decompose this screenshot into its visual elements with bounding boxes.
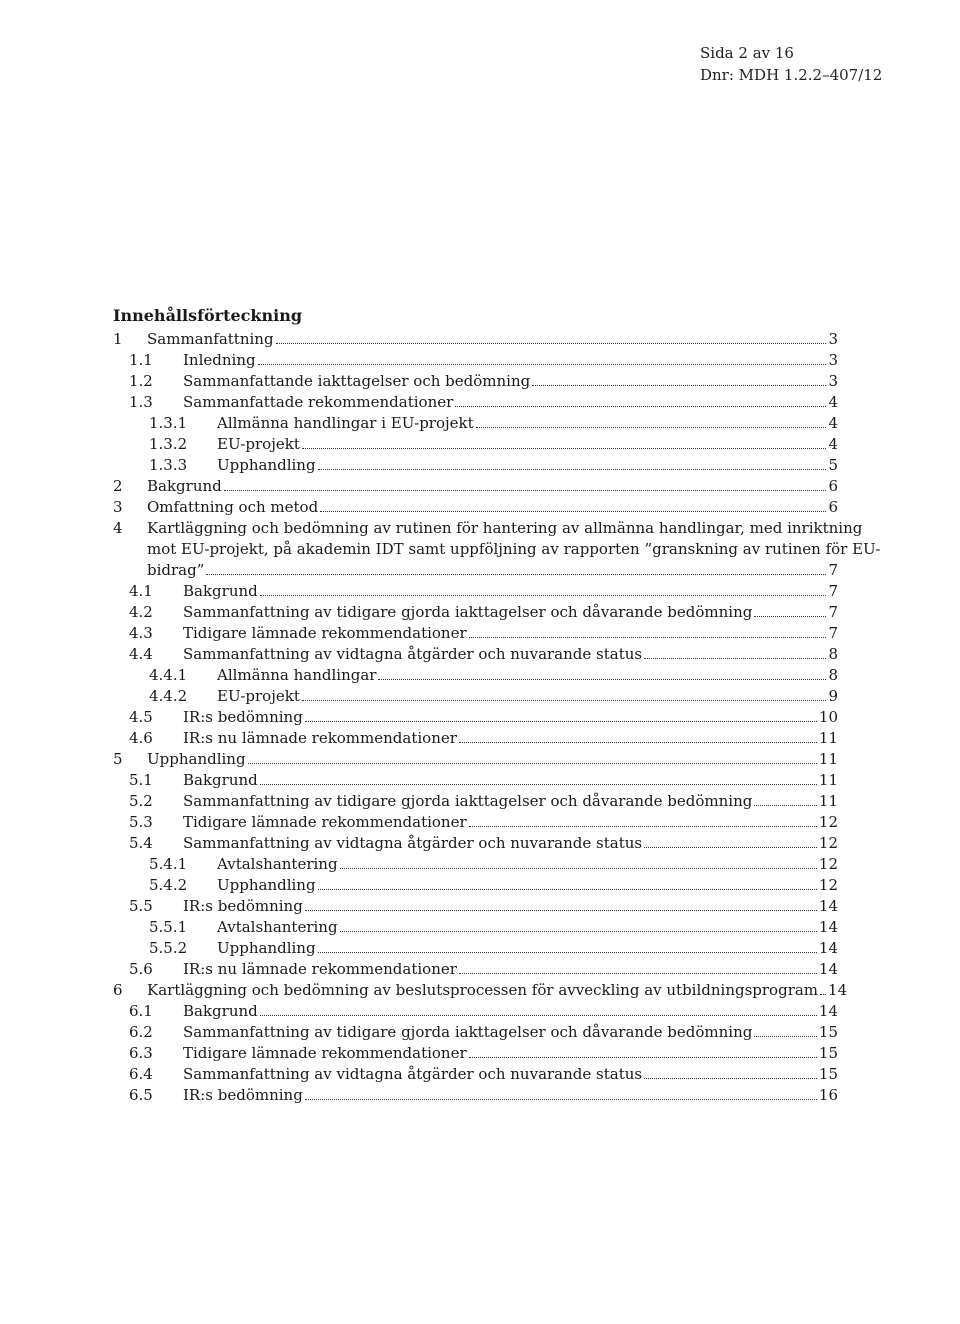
toc-entry-title: Sammanfattning av vidtagna åtgärder och nuvarande status (183, 645, 643, 663)
toc-entry-title: bidrag” (147, 561, 205, 579)
toc-entry-title: Allmänna handlingar i EU-projekt (217, 414, 474, 432)
toc-entry-number: 1.3.2 (149, 435, 188, 453)
toc-entry-line (147, 560, 838, 581)
toc-entry-number: 5.5.1 (149, 918, 188, 936)
toc-leader-dots (305, 1099, 817, 1100)
toc-entry-body (183, 371, 838, 392)
toc-entry-line (183, 896, 838, 917)
toc-entry-page-number: 14 (818, 960, 838, 978)
toc-entry[interactable] (113, 917, 838, 938)
toc-entry-number: 4.4.1 (149, 666, 188, 684)
toc-entry-line (217, 413, 838, 434)
toc-leader-dots (318, 889, 817, 890)
toc-entry[interactable] (113, 833, 838, 854)
toc-leader-dots (258, 364, 827, 365)
toc-leader-dots (276, 343, 827, 344)
toc-entry-title: Sammanfattande iakttagelser och bedömning (183, 372, 531, 390)
toc-entry-line (183, 770, 838, 791)
toc-entry-body (217, 875, 838, 896)
toc-entry[interactable] (113, 791, 838, 812)
toc-entry-line (183, 707, 838, 728)
toc-entry-line (183, 1001, 838, 1022)
toc-entry-title: Upphandling (217, 456, 316, 474)
toc-entry-number: 5.4.2 (149, 876, 188, 894)
toc-entry-body (183, 791, 838, 812)
toc-entry-title: IR:s bedömning (183, 1086, 303, 1104)
toc-entry-page-number: 7 (828, 561, 838, 579)
toc-entry-body (147, 518, 881, 581)
toc-entry-page-number: 14 (818, 939, 838, 957)
toc-entry[interactable] (113, 371, 838, 392)
toc-entry-page-number: 6 (828, 498, 838, 516)
toc-leader-dots (302, 700, 827, 701)
toc-entry[interactable] (113, 434, 838, 455)
toc-entry-number: 5 (113, 750, 123, 768)
toc-entry-number: 6.5 (129, 1086, 153, 1104)
toc-entry-title: Bakgrund (183, 1002, 258, 1020)
toc-entry-body (147, 980, 848, 1001)
toc-entry[interactable] (113, 749, 838, 770)
toc-entry-page-number: 15 (818, 1065, 838, 1083)
toc-entry[interactable] (113, 581, 838, 602)
toc-entry-page-number: 14 (818, 918, 838, 936)
toc-entry-title: Upphandling (217, 876, 316, 894)
toc-entry-body (183, 1022, 838, 1043)
toc-entry[interactable] (113, 1085, 838, 1106)
toc-entry-title: Sammanfattning av tidigare gjorda iakttagelser och dåvarande bedömning (183, 603, 753, 621)
toc-entry[interactable] (113, 770, 838, 791)
toc-entry-line (217, 938, 838, 959)
toc-entry-number: 5.2 (129, 792, 153, 810)
toc-entry-body (147, 476, 838, 497)
toc-entry-page-number: 16 (818, 1086, 838, 1104)
toc-entry-number: 3 (113, 498, 123, 516)
toc-entry-line (183, 791, 838, 812)
toc-entry-number: 6.3 (129, 1044, 153, 1062)
toc-title: Innehållsförteckning (113, 306, 303, 325)
toc-entry-body (217, 938, 838, 959)
toc-entry-number: 6.2 (129, 1023, 153, 1041)
toc-entry-number: 6.1 (129, 1002, 153, 1020)
toc-entry-line (183, 1022, 838, 1043)
toc-entry[interactable] (113, 875, 838, 896)
toc-entry-line (147, 497, 838, 518)
toc-leader-dots (459, 973, 817, 974)
toc-entry[interactable] (113, 644, 838, 665)
toc-entry-page-number: 9 (828, 687, 838, 705)
toc-entry-line (183, 623, 838, 644)
toc-entry-page-number: 7 (828, 603, 838, 621)
toc-entry-line (183, 1085, 838, 1106)
toc-entry-number: 4.5 (129, 708, 153, 726)
toc-entry-body (183, 770, 838, 791)
toc-entry-line (217, 455, 838, 476)
toc-entry-body (183, 896, 838, 917)
toc-entry-line (147, 329, 838, 350)
toc-leader-dots (260, 784, 817, 785)
toc-entry-title: Upphandling (147, 750, 246, 768)
toc-entry[interactable] (113, 413, 838, 434)
toc-entry[interactable] (113, 623, 838, 644)
toc-leader-dots (469, 1057, 817, 1058)
toc-entry-title: Sammanfattning av vidtagna åtgärder och nuvarande status (183, 834, 643, 852)
page-number-label: Sida 2 av 16 (700, 44, 794, 62)
toc-entry-page-number: 15 (818, 1044, 838, 1062)
toc-entry-number: 5.3 (129, 813, 153, 831)
toc-leader-dots (248, 763, 817, 764)
toc-entry-line (217, 686, 838, 707)
toc-entry[interactable] (113, 455, 838, 476)
toc-entry-page-number: 14 (818, 897, 838, 915)
toc-entry-title: Sammanfattning av vidtagna åtgärder och nuvarande status (183, 1065, 643, 1083)
toc-entry-number: 4.6 (129, 729, 153, 747)
toc-entry-number: 5.5.2 (149, 939, 188, 957)
toc-leader-dots (318, 952, 817, 953)
page-header (700, 42, 882, 86)
toc-leader-dots (644, 658, 826, 659)
toc-entry[interactable] (113, 329, 838, 350)
toc-entry-number: 5.5 (129, 897, 153, 915)
toc-entry-number: 4.1 (129, 582, 153, 600)
toc-leader-dots (305, 910, 817, 911)
toc-entry-title: Sammanfattade rekommendationer (183, 393, 454, 411)
toc-entry-number: 4 (113, 519, 123, 537)
toc-entry-page-number: 8 (828, 645, 838, 663)
toc-entry-title: EU-projekt (217, 687, 300, 705)
toc-entry-number: 4.4 (129, 645, 153, 663)
toc-entry-line (217, 854, 838, 875)
toc-entry[interactable] (113, 602, 838, 623)
toc-entry-body (183, 1001, 838, 1022)
toc-entry-body (183, 959, 838, 980)
toc-entry-number: 5.4.1 (149, 855, 188, 873)
toc-leader-dots (340, 868, 817, 869)
toc-entry-line (147, 539, 881, 560)
toc-entry-line (147, 518, 863, 539)
toc-entry-page-number: 7 (828, 582, 838, 600)
toc-entry-page-number: 14 (828, 981, 848, 999)
toc-entry-number: 4.3 (129, 624, 153, 642)
toc-leader-dots (476, 427, 827, 428)
toc-entry-title: IR:s nu lämnade rekommendationer (183, 729, 457, 747)
toc-entry-page-number: 4 (828, 414, 838, 432)
toc-entry-page-number: 4 (828, 435, 838, 453)
toc-entry-body (183, 812, 838, 833)
toc-leader-dots (820, 994, 826, 995)
toc-entry-line (183, 812, 838, 833)
toc-entry[interactable] (113, 1022, 838, 1043)
toc-entry[interactable] (113, 665, 838, 686)
toc-entry-line (183, 728, 838, 749)
toc-entry-page-number: 3 (828, 351, 838, 369)
toc-leader-dots (532, 385, 826, 386)
toc-entry-page-number: 8 (828, 666, 838, 684)
toc-entry-body (183, 644, 838, 665)
toc-entry-number: 4.2 (129, 603, 153, 621)
toc-entry-body (183, 350, 838, 371)
toc-entry-body (183, 581, 838, 602)
toc-leader-dots (318, 469, 827, 470)
toc-entry-title: IR:s nu lämnade rekommendationer (183, 960, 457, 978)
toc-entry-line (147, 749, 838, 770)
toc-entry-body (183, 392, 838, 413)
toc-entry-title: IR:s bedömning (183, 708, 303, 726)
toc-entry-number: 1 (113, 330, 123, 348)
toc-entry-page-number: 5 (828, 456, 838, 474)
toc-entry-line (217, 875, 838, 896)
toc-leader-dots (340, 931, 817, 932)
toc-entry-number: 4.4.2 (149, 687, 188, 705)
toc-entry-body (217, 455, 838, 476)
toc-leader-dots (754, 805, 817, 806)
toc-entry-title: Sammanfattning av tidigare gjorda iakttagelser och dåvarande bedömning (183, 792, 753, 810)
toc-entry-title: Bakgrund (183, 582, 258, 600)
toc-entry-page-number: 12 (818, 813, 838, 831)
toc-entry[interactable] (113, 1043, 838, 1064)
toc-entry-page-number: 11 (818, 729, 838, 747)
toc-entry-body (183, 707, 838, 728)
toc-entry[interactable] (113, 350, 838, 371)
toc-entry-number: 1.3.3 (149, 456, 188, 474)
toc-entry-line (183, 392, 838, 413)
toc-entry-number: 1.2 (129, 372, 153, 390)
toc-entry[interactable] (113, 728, 838, 749)
toc-entry-title: Sammanfattning (147, 330, 274, 348)
toc-entry-line (183, 644, 838, 665)
toc-leader-dots (644, 1078, 817, 1079)
toc-entry[interactable] (113, 476, 838, 497)
toc-entry-title: EU-projekt (217, 435, 300, 453)
toc-entry-body (217, 434, 838, 455)
toc-entry-title: Upphandling (217, 939, 316, 957)
toc-entry-page-number: 12 (818, 876, 838, 894)
toc-entry-page-number: 10 (818, 708, 838, 726)
toc-leader-dots (224, 490, 827, 491)
toc-leader-dots (302, 448, 827, 449)
toc-entry-title: Kartläggning och bedömning av beslutsprocessen för avveckling av utbildningsprogram (147, 981, 819, 999)
toc-entry-line (217, 434, 838, 455)
toc-entry-body (147, 497, 838, 518)
toc-entry-body (217, 854, 838, 875)
toc-entry-body (183, 602, 838, 623)
toc-leader-dots (469, 826, 817, 827)
toc-entry-number: 5.1 (129, 771, 153, 789)
toc-entry-page-number: 15 (818, 1023, 838, 1041)
toc-entry[interactable] (113, 392, 838, 413)
toc-entry-page-number: 4 (828, 393, 838, 411)
toc-entry-body (147, 329, 838, 350)
toc-entry[interactable] (113, 518, 881, 581)
toc-entry[interactable] (113, 1064, 838, 1085)
toc-entry-page-number: 12 (818, 855, 838, 873)
toc-entry-line (183, 959, 838, 980)
toc-entry-title: Inledning (183, 351, 256, 369)
toc-entry-line (183, 350, 838, 371)
toc-leader-dots (206, 574, 826, 575)
toc-entry-line (183, 1043, 838, 1064)
toc-entry-title: Bakgrund (183, 771, 258, 789)
toc-entry-body (183, 1085, 838, 1106)
toc-entry-number: 6 (113, 981, 123, 999)
toc-entry-line (147, 476, 838, 497)
toc-entry-page-number: 11 (818, 750, 838, 768)
toc-entry-body (217, 686, 838, 707)
toc-entry-number: 6.4 (129, 1065, 153, 1083)
document-reference-number: Dnr: MDH 1.2.2–407/12 (700, 66, 883, 84)
toc-entry-title: Tidigare lämnade rekommendationer (183, 624, 467, 642)
toc-entry-line (217, 917, 838, 938)
toc-entry-page-number: 11 (818, 792, 838, 810)
toc-entry-number: 2 (113, 477, 123, 495)
toc-leader-dots (455, 406, 826, 407)
toc-leader-dots (378, 679, 826, 680)
toc-leader-dots (459, 742, 817, 743)
toc-entry-page-number: 7 (828, 624, 838, 642)
toc-entry-body (183, 728, 838, 749)
toc-entry-number: 1.3 (129, 393, 153, 411)
toc-leader-dots (320, 511, 826, 512)
toc-entry-number: 5.4 (129, 834, 153, 852)
toc-leader-dots (260, 595, 827, 596)
toc-entry[interactable] (113, 1001, 838, 1022)
toc-leader-dots (644, 847, 817, 848)
toc-entry-number: 1.3.1 (149, 414, 188, 432)
toc-entry-line (147, 980, 848, 1001)
toc-entry[interactable] (113, 959, 838, 980)
toc-leader-dots (754, 616, 826, 617)
toc-entry-body (183, 623, 838, 644)
toc-entry-number: 1.1 (129, 351, 153, 369)
toc-entry[interactable] (113, 980, 848, 1001)
toc-leader-dots (469, 637, 827, 638)
toc-entry[interactable] (113, 707, 838, 728)
toc-entry-body (217, 917, 838, 938)
toc-entry-page-number: 3 (828, 372, 838, 390)
toc-entry[interactable] (113, 812, 838, 833)
toc-entry[interactable] (113, 854, 838, 875)
toc-entry[interactable] (113, 896, 838, 917)
toc-entry-title: Bakgrund (147, 477, 222, 495)
toc-entry-title: Avtalshantering (217, 855, 338, 873)
toc-entry-page-number: 12 (818, 834, 838, 852)
toc-entry-title: Kartläggning och bedömning av rutinen för hantering av allmänna handlingar, med inriktning (147, 519, 863, 537)
toc-entry-title: Tidigare lämnade rekommendationer (183, 1044, 467, 1062)
toc-entry-page-number: 6 (828, 477, 838, 495)
toc-entry-title: mot EU-projekt, på akademin IDT samt uppföljning av rapporten ”granskning av rutinen för EU- (147, 540, 881, 558)
toc-leader-dots (260, 1015, 817, 1016)
toc-entry-line (217, 665, 838, 686)
toc-entry-title: Avtalshantering (217, 918, 338, 936)
toc-entry[interactable] (113, 938, 838, 959)
toc-entry-title: Omfattning och metod (147, 498, 319, 516)
toc-entry-body (183, 1064, 838, 1085)
toc-entry[interactable] (113, 686, 838, 707)
toc-entry-list (113, 329, 881, 1106)
toc-entry[interactable] (113, 497, 838, 518)
toc-leader-dots (754, 1036, 817, 1037)
toc-entry-page-number: 14 (818, 1002, 838, 1020)
toc-entry-line (183, 371, 838, 392)
toc-entry-page-number: 3 (828, 330, 838, 348)
toc-entry-body (217, 665, 838, 686)
toc-entry-title: Sammanfattning av tidigare gjorda iakttagelser och dåvarande bedömning (183, 1023, 753, 1041)
toc-entry-title: IR:s bedömning (183, 897, 303, 915)
toc-entry-body (183, 833, 838, 854)
toc-entry-body (147, 749, 838, 770)
toc-entry-line (183, 581, 838, 602)
toc-entry-number: 5.6 (129, 960, 153, 978)
toc-entry-body (183, 1043, 838, 1064)
toc-leader-dots (305, 721, 817, 722)
toc-entry-line (183, 602, 838, 623)
toc-entry-title: Allmänna handlingar (217, 666, 377, 684)
toc-entry-title: Tidigare lämnade rekommendationer (183, 813, 467, 831)
toc-entry-line (183, 833, 838, 854)
table-of-contents (113, 305, 881, 1106)
toc-entry-line (183, 1064, 838, 1085)
toc-entry-body (217, 413, 838, 434)
toc-entry-page-number: 11 (818, 771, 838, 789)
